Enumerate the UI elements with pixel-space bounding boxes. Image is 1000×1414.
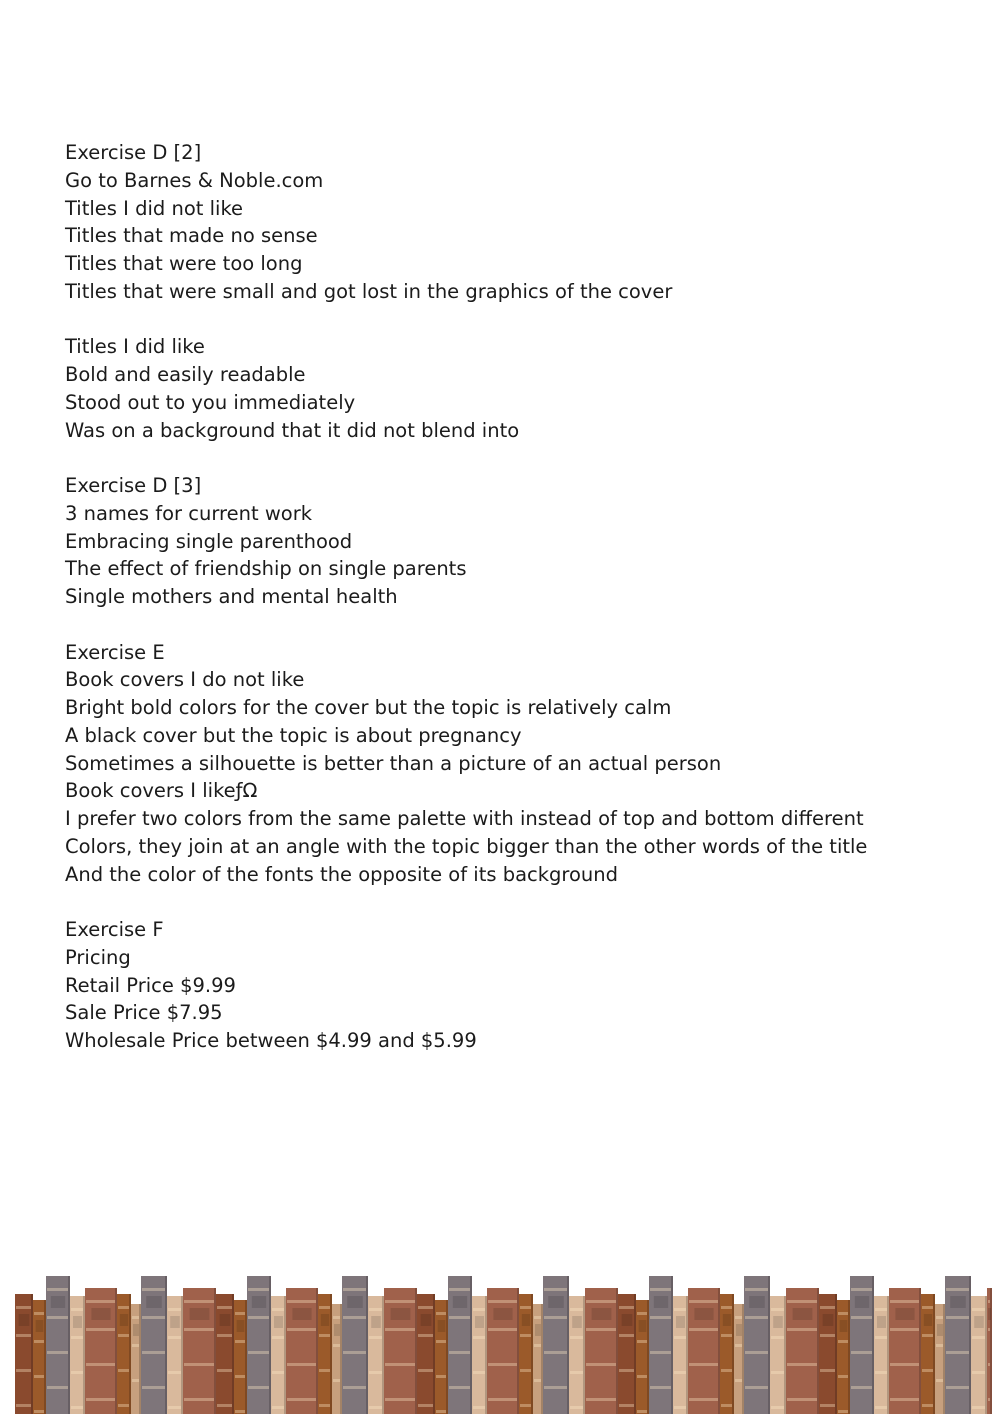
text-line: Colors, they join at an angle with the topic bigger than the other words of the title bbox=[65, 834, 868, 858]
text-line: Bold and easily readable bbox=[65, 363, 306, 386]
book-spine bbox=[85, 1288, 117, 1414]
text-line: Sometimes a silhouette is better than a picture of an actual person bbox=[65, 751, 722, 775]
book-spine bbox=[342, 1276, 368, 1414]
book-spine bbox=[472, 1296, 487, 1414]
book-spine bbox=[874, 1296, 889, 1414]
book-spine bbox=[131, 1304, 141, 1414]
text-line: Sale Price $7.95 bbox=[65, 1001, 223, 1025]
book-spine bbox=[786, 1288, 819, 1414]
blank-line bbox=[65, 888, 965, 916]
text-line: Embracing single parenthood bbox=[65, 529, 353, 553]
text-line: 3 names for current work bbox=[65, 501, 313, 525]
document-body bbox=[65, 139, 965, 1055]
book-spine bbox=[15, 1294, 33, 1414]
text-line: Titles that made no sense bbox=[65, 224, 318, 248]
book-spine bbox=[720, 1294, 734, 1414]
book-spine bbox=[734, 1304, 744, 1414]
text-line: Was on a background that it did not blend into bbox=[65, 418, 520, 442]
book-spine bbox=[636, 1300, 649, 1414]
book-spine bbox=[688, 1288, 720, 1414]
book-spine bbox=[585, 1288, 618, 1414]
book-spine bbox=[770, 1296, 786, 1414]
bookshelf-illustration bbox=[0, 1270, 1000, 1414]
text-line: Go to Barnes & Noble.com bbox=[65, 168, 324, 192]
book-spine bbox=[247, 1276, 271, 1414]
book-spine bbox=[618, 1294, 636, 1414]
book-spine bbox=[368, 1296, 384, 1414]
book-spine bbox=[448, 1276, 472, 1414]
text-line: Wholesale Price between $4.99 and $5.99 bbox=[65, 1029, 477, 1052]
blank-line bbox=[65, 444, 965, 472]
book-spine bbox=[945, 1276, 971, 1414]
book-spine bbox=[117, 1294, 131, 1414]
book-spine bbox=[216, 1294, 234, 1414]
book-spine bbox=[417, 1294, 435, 1414]
book-spine bbox=[935, 1304, 945, 1414]
blank-line bbox=[65, 306, 965, 334]
book-spine bbox=[332, 1304, 342, 1414]
text-line: Book covers I do not like bbox=[65, 668, 305, 692]
book-spine bbox=[673, 1296, 688, 1414]
book-spine bbox=[569, 1296, 585, 1414]
text-line: Titles that were small and got lost in the graphics of the cover bbox=[65, 279, 673, 303]
book-spine bbox=[921, 1294, 935, 1414]
text-line: Stood out to you immediately bbox=[65, 390, 356, 414]
book-spine bbox=[850, 1276, 874, 1414]
book-spine bbox=[819, 1294, 837, 1414]
section-heading: Exercise D [3] bbox=[65, 474, 202, 497]
book-spine bbox=[987, 1288, 992, 1414]
section-heading: Titles I did like bbox=[65, 335, 205, 359]
book-spine bbox=[519, 1294, 533, 1414]
section-heading: Exercise E bbox=[65, 640, 165, 664]
book-spine bbox=[971, 1296, 987, 1414]
text-line: Pricing bbox=[65, 945, 131, 969]
text-line: The effect of friendship on single parents bbox=[65, 557, 467, 581]
text-line: A black cover but the topic is about pregnancy bbox=[65, 723, 522, 747]
text-line: Book covers I likeƒΩ bbox=[65, 779, 258, 803]
book-spine bbox=[141, 1276, 167, 1414]
book-spine bbox=[889, 1288, 921, 1414]
book-spine bbox=[286, 1288, 318, 1414]
book-spine bbox=[487, 1288, 519, 1414]
text-line: Titles I did not like bbox=[65, 196, 244, 220]
book-spine bbox=[533, 1304, 543, 1414]
section-heading: Exercise F bbox=[65, 918, 164, 941]
blank-line bbox=[65, 611, 965, 639]
section-heading: Exercise D [2] bbox=[65, 141, 202, 164]
book-spine bbox=[744, 1276, 770, 1414]
book-spine bbox=[318, 1294, 332, 1414]
book-spine bbox=[837, 1300, 850, 1414]
text-line: Bright bold colors for the cover but the topic is relatively calm bbox=[65, 696, 672, 719]
book-spine bbox=[234, 1300, 247, 1414]
book-spine bbox=[46, 1276, 70, 1414]
text-line: Titles that were too long bbox=[65, 252, 303, 275]
book-spine bbox=[384, 1288, 417, 1414]
book-spine bbox=[435, 1300, 448, 1414]
book-spine bbox=[183, 1288, 216, 1414]
book-spine bbox=[649, 1276, 673, 1414]
book-spine bbox=[543, 1276, 569, 1414]
book-spine bbox=[70, 1296, 85, 1414]
text-line: Retail Price $9.99 bbox=[65, 973, 236, 997]
text-line: Single mothers and mental health bbox=[65, 585, 398, 608]
book-spine bbox=[33, 1300, 46, 1414]
book-spine bbox=[271, 1296, 286, 1414]
text-line: I prefer two colors from the same palette with instead of top and bottom different bbox=[65, 807, 864, 830]
text-line: And the color of the fonts the opposite of its background bbox=[65, 862, 619, 886]
book-spine bbox=[167, 1296, 183, 1414]
